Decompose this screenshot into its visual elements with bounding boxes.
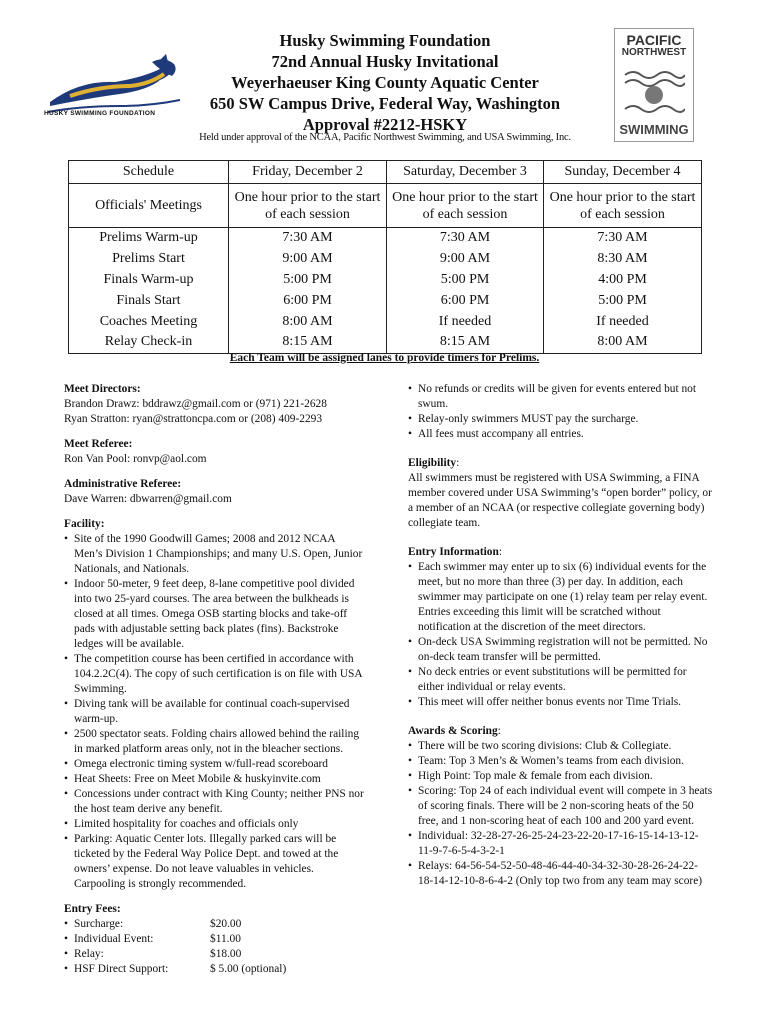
list-item: • Diving tank will be available for continual coach-supervised warm-up. <box>64 697 364 727</box>
schedule-table <box>68 160 702 354</box>
table-cell: 5:00 PM <box>544 290 702 311</box>
table-cell: If needed <box>544 311 702 332</box>
schedule-header-cell: Saturday, December 3 <box>387 161 544 184</box>
list-item: • Limited hospitality for coaches and officials only <box>64 817 364 832</box>
eligibility-text: All swimmers must be registered with USA Swimming, a FINA member covered under USA Swimming’s “open border” policy, or a member of an NCAA (or respective collegiate governing body) collegiate team. <box>408 472 712 529</box>
list-item: • Indoor 50-meter, 9 feet deep, 8-lane competitive pool divided into two 25-yard courses. The area between the bulkheads is closed at all times. Omega OSB starting blocks and take-off pads with adjustable setting back plates (fins). Backstroke ledges will be available. <box>64 577 364 652</box>
document-header <box>175 30 595 135</box>
schedule-header-cell: Friday, December 2 <box>229 161 387 184</box>
event-name: 72nd Annual Husky Invitational <box>271 52 499 71</box>
org-name: Husky Swimming Foundation <box>279 31 491 50</box>
table-cell: 7:30 AM <box>229 228 387 249</box>
fee-name: • Relay: <box>64 947 210 962</box>
entry-fees-section <box>64 902 364 977</box>
logo-left-text: HUSKY SWIMMING FOUNDATION <box>44 110 156 117</box>
logo-right-mid: NORTHWEST <box>621 47 687 58</box>
section-title: Meet Directors: <box>64 383 141 395</box>
table-cell: One hour prior to the start of each session <box>229 184 387 228</box>
list-item: • No refunds or credits will be given for events entered but not swum. <box>408 382 713 412</box>
right-column <box>408 382 713 899</box>
row-label: Coaches Meeting <box>69 311 229 332</box>
facility-list <box>64 532 364 892</box>
referee-line: Ron Van Pool: ronvp@aol.com <box>64 453 207 465</box>
table-cell: One hour prior to the start of each session <box>387 184 544 228</box>
list-item: • Concessions under contract with King County; neither PNS nor the host team derive any benefit. <box>64 787 364 817</box>
eligibility-section <box>408 456 713 531</box>
section-title: Awards & Scoring <box>408 725 498 737</box>
table-cell: 9:00 AM <box>387 249 544 270</box>
meet-referee-section <box>64 437 364 467</box>
section-title: Meet Referee: <box>64 438 133 450</box>
fee-name: • Individual Event: <box>64 932 210 947</box>
table-cell: One hour prior to the start of each session <box>544 184 702 228</box>
logo-right-bottom: SWIMMING <box>619 122 689 137</box>
list-item: • All fees must accompany all entries. <box>408 427 713 442</box>
table-cell: 5:00 PM <box>229 270 387 291</box>
schedule-header-row <box>69 161 702 184</box>
venue-address: 650 SW Campus Drive, Federal Way, Washington <box>209 94 561 113</box>
list-item: • Omega electronic timing system w/full-read scoreboard <box>64 757 364 772</box>
fee-amount: $11.00 <box>210 933 241 945</box>
table-cell: 8:15 AM <box>229 332 387 353</box>
list-item: • The competition course has been certified in accordance with 104.2.2C(4). The copy of such certification is on file with USA Swimming. <box>64 652 364 697</box>
fee-row <box>64 932 364 947</box>
table-row <box>69 332 702 353</box>
list-item: • Relay-only swimmers MUST pay the surcharge. <box>408 412 713 427</box>
awards-section <box>408 724 713 889</box>
pacific-northwest-swimming-logo <box>614 28 694 142</box>
fee-row <box>64 947 364 962</box>
director-line: Ryan Stratton: ryan@strattoncpa.com or (208) 409-2293 <box>64 413 323 425</box>
table-cell: 6:00 PM <box>387 290 544 311</box>
list-item: • No deck entries or event substitutions will be permitted for either individual or relay events. <box>408 665 713 695</box>
table-cell: 8:30 AM <box>544 249 702 270</box>
list-item: • There will be two scoring divisions: Club & Collegiate. <box>408 739 713 754</box>
table-row <box>69 249 702 270</box>
row-label: Finals Warm-up <box>69 270 229 291</box>
schedule-header-cell: Schedule <box>69 161 229 184</box>
row-label: Relay Check-in <box>69 332 229 353</box>
fee-row <box>64 962 364 977</box>
left-column <box>64 382 364 987</box>
table-cell: 8:00 AM <box>544 332 702 353</box>
entry-info-list <box>408 560 713 710</box>
director-line: Brandon Drawz: bddrawz@gmail.com or (971) 221-2628 <box>64 398 327 410</box>
logo-right-top: PACIFIC <box>626 32 682 48</box>
table-row <box>69 311 702 332</box>
table-row <box>69 270 702 291</box>
table-cell: 6:00 PM <box>229 290 387 311</box>
table-row <box>69 290 702 311</box>
table-cell: 5:00 PM <box>387 270 544 291</box>
meet-directors-section <box>64 382 364 427</box>
section-title: Administrative Referee: <box>64 478 182 490</box>
row-label: Finals Start <box>69 290 229 311</box>
table-cell: 7:30 AM <box>387 228 544 249</box>
table-row <box>69 228 702 249</box>
fee-notes-list <box>408 382 713 442</box>
list-item: • On-deck USA Swimming registration will not be permitted. No on-deck team transfer will be permitted. <box>408 635 713 665</box>
schedule-header-cell: Sunday, December 4 <box>544 161 702 184</box>
list-item: • Individual: 32-28-27-26-25-24-23-22-20-17-16-15-14-13-12-11-9-7-6-5-4-3-2-1 <box>408 829 713 859</box>
section-title: Eligibility <box>408 457 457 469</box>
venue-name: Weyerhaeuser King County Aquatic Center <box>231 73 539 92</box>
table-cell: 4:00 PM <box>544 270 702 291</box>
list-item: • Parking: Aquatic Center lots. Illegally parked cars will be ticketed by the Federal Way Police Dept. and towed at the owners’ expense. Do not leave valuables in vehicles. Carpooling is strongly recommended. <box>64 832 364 892</box>
sanction-note: Held under approval of the NCAA, Pacific Northwest Swimming, and USA Swimming, Inc. <box>199 132 571 143</box>
section-title: Entry Fees: <box>64 903 121 915</box>
table-cell: 7:30 AM <box>544 228 702 249</box>
list-item: • Site of the 1990 Goodwill Games; 2008 and 2012 NCAA Men’s Division 1 Championships; and many U.S. Open, Junior Nationals, and Nationals. <box>64 532 364 577</box>
fee-row <box>64 917 364 932</box>
table-cell: 8:00 AM <box>229 311 387 332</box>
awards-list <box>408 739 713 889</box>
lanes-note: Each Team will be assigned lanes to provide timers for Prelims. <box>229 352 540 364</box>
list-item: • This meet will offer neither bonus events nor Time Trials. <box>408 695 713 710</box>
admin-referee-section <box>64 477 364 507</box>
swimmer-wave-icon <box>623 67 685 117</box>
fee-amount: $ 5.00 (optional) <box>210 963 287 975</box>
approval-number: Approval #2212-HSKY <box>302 115 468 134</box>
row-label: Prelims Warm-up <box>69 228 229 249</box>
row-label: Prelims Start <box>69 249 229 270</box>
list-item: • High Point: Top male & female from each division. <box>408 769 713 784</box>
officials-meetings-row <box>69 184 702 228</box>
list-item: • Relays: 64-56-54-52-50-48-46-44-40-34-32-30-28-26-24-22-18-14-12-10-8-6-4-2 (Only top two from any team may score) <box>408 859 713 889</box>
list-item: • Scoring: Top 24 of each individual event will compete in 3 heats of scoring finals. There will be 2 non-scoring heats of the 50 free, and 1 non-scoring heat of each 100 and 200 yard event. <box>408 784 713 829</box>
list-item: • 2500 spectator seats. Folding chairs allowed behind the railing in marked platform areas only, not in the bleacher sections. <box>64 727 364 757</box>
section-title: Entry Information <box>408 546 499 558</box>
table-cell: 8:15 AM <box>387 332 544 353</box>
entry-info-section <box>408 545 713 710</box>
section-title: Facility: <box>64 518 105 530</box>
fee-amount: $18.00 <box>210 948 242 960</box>
fee-notes-section <box>408 382 713 442</box>
list-item: • Heat Sheets: Free on Meet Mobile & huskyinvite.com <box>64 772 364 787</box>
fee-amount: $20.00 <box>210 918 242 930</box>
section-title-line: Eligibility: <box>408 457 460 469</box>
table-cell: 9:00 AM <box>229 249 387 270</box>
facility-section <box>64 517 364 892</box>
section-title-line: Awards & Scoring: <box>408 725 501 737</box>
list-item: • Each swimmer may enter up to six (6) individual events for the meet, but no more than three (3) per day. In addition, each swimmer may participate on one (1) relay team per relay event. Entries exceeding this limit will be scratched without notification at the discretion of the meet directors. <box>408 560 713 635</box>
fee-name: • Surcharge: <box>64 917 210 932</box>
table-cell: If needed <box>387 311 544 332</box>
admin-referee-line: Dave Warren: dbwarren@gmail.com <box>64 493 232 505</box>
fee-name: • HSF Direct Support: <box>64 962 210 977</box>
section-title-line: Entry Information: <box>408 546 502 558</box>
row-label: Officials' Meetings <box>69 184 229 228</box>
list-item: • Team: Top 3 Men’s & Women’s teams from each division. <box>408 754 713 769</box>
